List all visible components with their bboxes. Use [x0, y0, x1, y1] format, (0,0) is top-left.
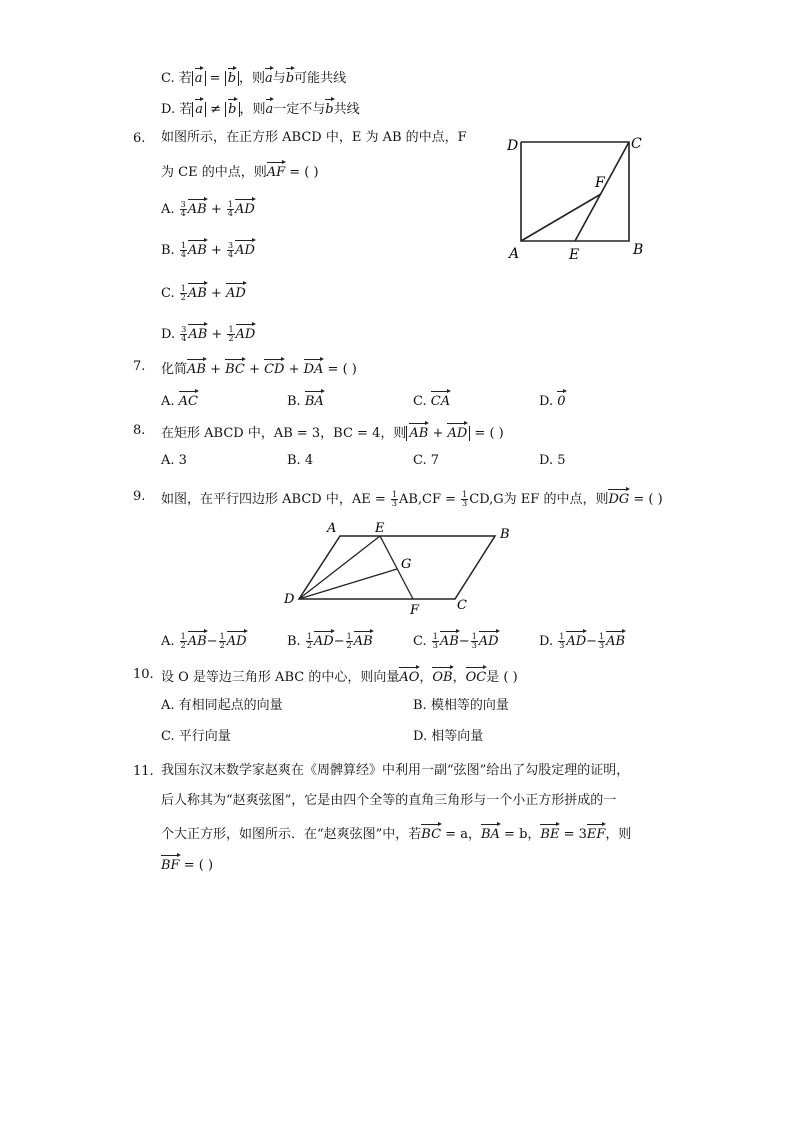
square-outline [521, 142, 629, 241]
option-label: D. [539, 394, 558, 409]
operator: − [333, 634, 345, 649]
vector: AD [566, 629, 586, 651]
fraction [180, 326, 187, 343]
label-b: B [633, 242, 644, 258]
q11-line4: BF = ( ) [161, 853, 213, 875]
question-number: 9. [133, 489, 146, 504]
q8-option-c [413, 452, 439, 470]
option-label: C. [161, 286, 179, 301]
fraction [227, 201, 234, 218]
operator: − [206, 634, 218, 649]
vector: 0 [557, 389, 565, 411]
segment-af [521, 194, 601, 241]
vector: AD [227, 629, 247, 651]
option-label: B. [413, 698, 431, 713]
fraction [598, 633, 605, 650]
option-label: D. [161, 327, 180, 342]
option-text: 平行向量 [178, 729, 231, 744]
operator: + [206, 243, 227, 258]
q6-option-d [161, 322, 255, 344]
vector: AD [226, 281, 246, 303]
fraction [219, 633, 226, 650]
numerator: 1 [180, 284, 186, 293]
vector: BA [305, 389, 324, 411]
option-label: A. [161, 202, 179, 217]
numerator: 1 [227, 200, 233, 209]
q11-line3: 个大正方形，如图所示．在“赵爽弦图”中，若BC = a，BA = b，BE = 3EF，则 [161, 822, 631, 844]
label-b: B [500, 527, 510, 542]
numerator: 1 [180, 632, 186, 641]
option-label: A. [161, 698, 179, 713]
numerator: 1 [228, 325, 234, 334]
vector: AB [188, 629, 207, 651]
denominator: 4 [227, 209, 233, 218]
q8-stem: 在矩形 ABCD 中，AB = 3，BC = 4，则 AB + AD = ( ) [161, 421, 504, 443]
option-text: 5 [557, 453, 566, 468]
denominator: 2 [180, 293, 186, 302]
numerator: 1 [432, 632, 438, 641]
option-label: B. [287, 634, 305, 649]
option-text: 7 [430, 453, 440, 468]
fraction [432, 633, 439, 650]
denominator: 4 [180, 209, 186, 218]
operator: + [206, 286, 226, 301]
label-f: F [595, 175, 605, 191]
numerator: 3 [180, 200, 186, 209]
q7-stem: 化简AB + BC + CD + DA = ( ) [161, 357, 357, 379]
label-e: E [569, 247, 580, 262]
numerator: 1 [599, 632, 605, 641]
question-number: 11. [133, 764, 154, 779]
denominator: 2 [219, 641, 225, 650]
denominator: 2 [346, 641, 352, 650]
option-label: D. [539, 453, 558, 468]
q10-stem: 设 O 是等边三角形 ABC 的中心，则向量AO，OB，OC是 ( ) [161, 665, 518, 687]
q7-option-d [539, 389, 566, 411]
denominator: 2 [306, 641, 312, 650]
denominator: 4 [180, 250, 186, 259]
fraction [180, 242, 187, 259]
option-label: D. [413, 729, 432, 744]
label-e: E [375, 521, 385, 536]
fraction [471, 633, 478, 650]
q9-option-a [161, 629, 247, 651]
vector: AB [188, 322, 207, 344]
vector: AD [235, 197, 255, 219]
segment-de [299, 536, 380, 599]
label-g: G [401, 557, 412, 572]
label-d: D [507, 138, 519, 154]
label-a: A [509, 246, 520, 262]
q8-option-d [539, 452, 566, 470]
vector: AD [479, 629, 499, 651]
question-number: 10. [133, 667, 154, 682]
numerator: 3 [228, 241, 234, 250]
label-d: D [284, 592, 295, 607]
numerator: 1 [559, 632, 565, 641]
option-label: A. [161, 394, 179, 409]
q10-option-a [161, 697, 283, 715]
numerator: 3 [181, 325, 187, 334]
option-label: B. [287, 394, 305, 409]
vector: AD [235, 238, 255, 260]
vector: AB [188, 281, 207, 303]
label-a: A [327, 521, 337, 536]
vector: AB [188, 197, 207, 219]
question-number: 6. [133, 131, 146, 146]
denominator: 4 [228, 250, 234, 259]
fraction [180, 201, 187, 218]
fraction [306, 633, 313, 650]
square-figure [500, 132, 650, 262]
numerator: 1 [219, 632, 225, 641]
q9-option-b [287, 629, 373, 651]
q6-stem-line2: 为 CE 的中点，则AF = ( ) [161, 160, 319, 182]
operator: − [458, 634, 470, 649]
denominator: 3 [599, 641, 605, 650]
q7-option-c [413, 389, 450, 411]
option-text: 有相同起点的向量 [178, 698, 283, 713]
option-label: C. [161, 729, 179, 744]
operator: − [586, 634, 598, 649]
q9-option-c [413, 629, 499, 651]
numerator: 1 [346, 632, 352, 641]
vector: AB [354, 629, 373, 651]
label-c: C [631, 136, 642, 152]
q10-option-d [413, 728, 483, 746]
option-label: D. [539, 634, 558, 649]
fraction [180, 633, 187, 650]
label-f: F [410, 603, 420, 618]
q11-line1: 我国东汉末数学家赵爽在《周髀算经》中利用一副“弦图”给出了勾股定理的证明， [161, 763, 630, 778]
option-label: C. [413, 394, 431, 409]
q5-option-d: D. 若 a ≠ b ，则a一定不与b共线 [161, 97, 360, 119]
option-label: C. [413, 634, 431, 649]
denominator: 4 [181, 334, 187, 343]
denominator: 3 [471, 641, 477, 650]
option-text: 4 [304, 453, 314, 468]
q8-option-a [161, 452, 187, 470]
vector: AB [188, 238, 207, 260]
denominator: 2 [228, 334, 234, 343]
q10-option-c [161, 728, 231, 746]
option-label: B. [287, 453, 305, 468]
question-number: 7. [133, 359, 146, 374]
fraction [558, 633, 565, 650]
segment-dg [299, 569, 397, 599]
segment-ec [575, 142, 629, 241]
q7-option-b [287, 389, 324, 411]
denominator: 3 [432, 641, 438, 650]
q8-option-b [287, 452, 313, 470]
q7-option-a [161, 389, 198, 411]
label-c: C [457, 598, 467, 613]
q6-option-a [161, 197, 255, 219]
option-label: A. [161, 453, 179, 468]
option-text: 相等向量 [431, 729, 484, 744]
denominator: 3 [559, 641, 565, 650]
q6-option-b [161, 238, 255, 260]
option-label: B. [161, 243, 179, 258]
vector: AC [179, 389, 198, 411]
numerator: 1 [306, 632, 312, 641]
vector: AB [440, 629, 459, 651]
q6-option-c [161, 281, 246, 303]
operator: + [206, 202, 226, 217]
fraction [346, 633, 353, 650]
q9-option-d [539, 629, 625, 651]
parallelogram-figure [280, 517, 520, 619]
q6-stem-line1: 如图所示，在正方形 ABCD 中，E 为 AB 的中点，F [161, 130, 467, 145]
numerator: 1 [471, 632, 477, 641]
vector: AD [314, 629, 334, 651]
vector: CA [431, 389, 450, 411]
option-label: A. [161, 634, 179, 649]
fraction [227, 326, 234, 343]
q9-stem: 如图，在平行四边形 ABCD 中，AE = $\frac{1}{3}$ AB,CF = $\frac{1}{3}$ CD,G为 EF 的中点，则DG = ( ) [161, 487, 663, 509]
operator: + [207, 327, 227, 342]
option-text: 3 [178, 453, 187, 468]
fraction [180, 285, 187, 302]
q5-option-c: C. 若 a = b ，则a与b可能共线 [161, 66, 346, 88]
q11-line2: 后人称其为“赵爽弦图”，它是由四个全等的直角三角形与一个小正方形拼成的一 [161, 793, 617, 808]
numerator: 1 [180, 241, 186, 250]
option-label: C. [413, 453, 431, 468]
option-text: 模相等的向量 [430, 698, 509, 713]
q10-option-b [413, 697, 509, 715]
vector: AD [236, 322, 256, 344]
fraction [227, 242, 234, 259]
vector: AB [606, 629, 625, 651]
denominator: 2 [180, 641, 186, 650]
question-number: 8. [133, 423, 146, 438]
